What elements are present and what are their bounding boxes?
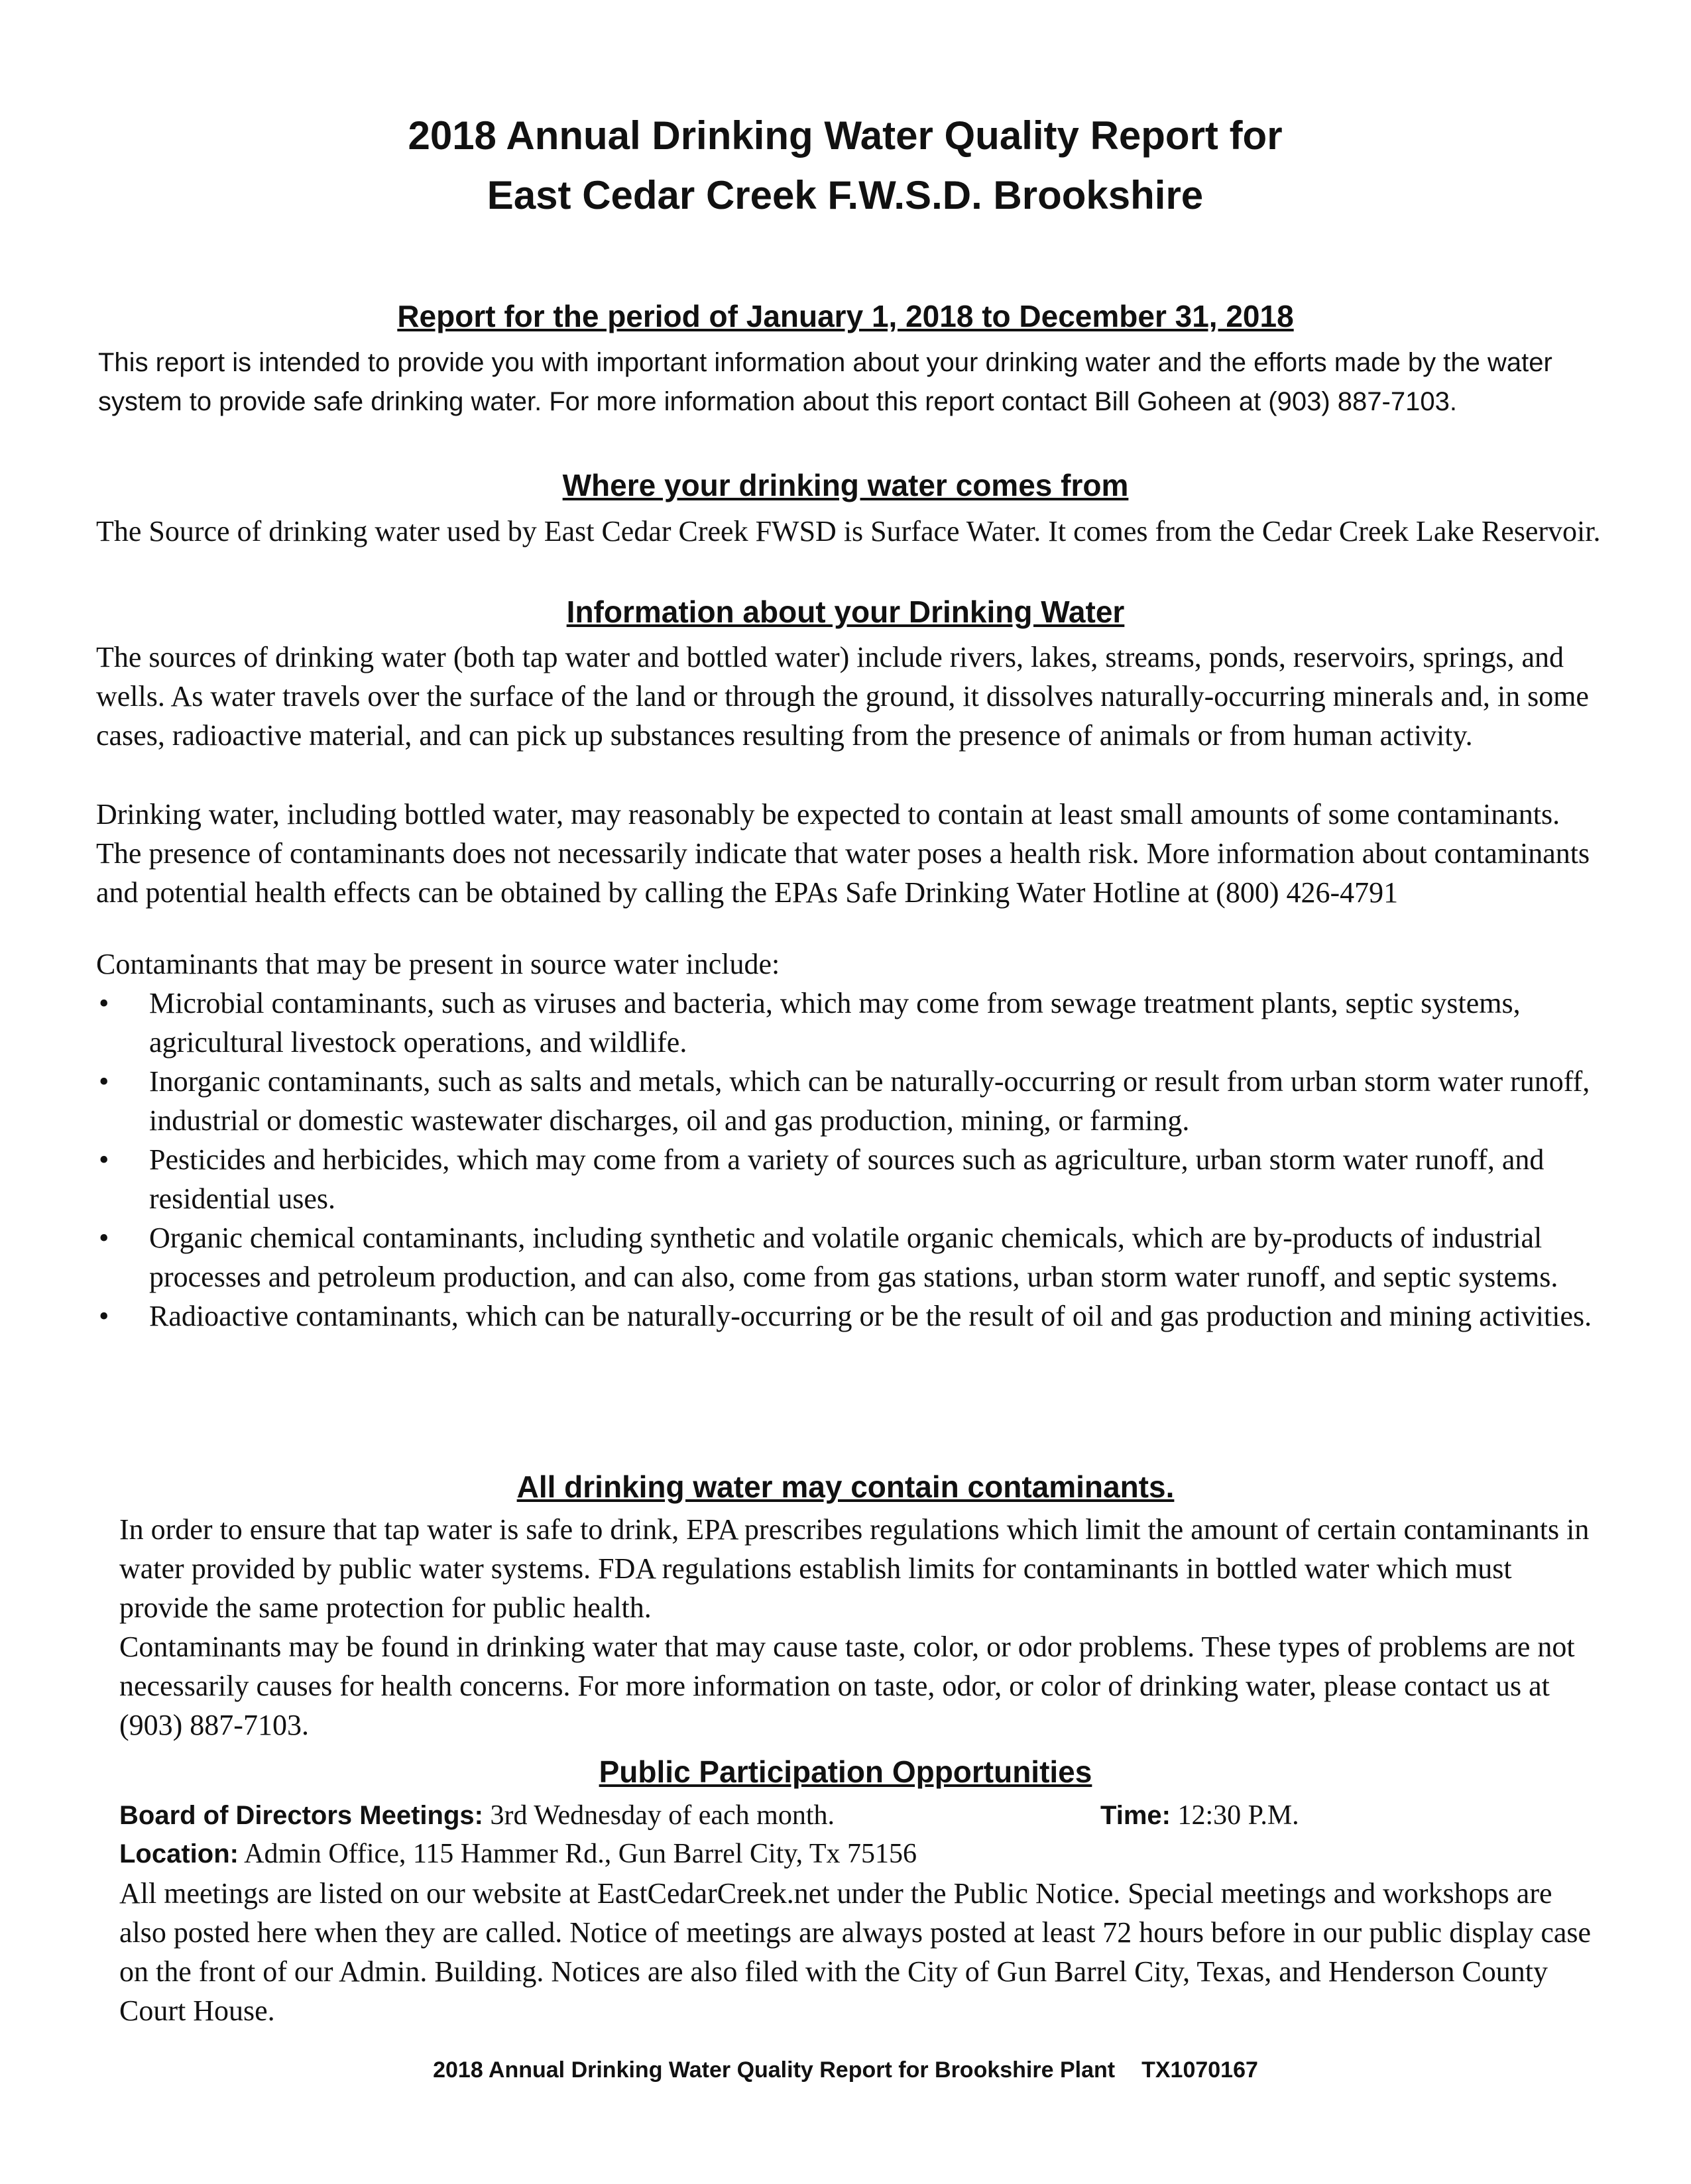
- time-value: 12:30 P.M.: [1170, 1800, 1299, 1831]
- footer-code: TX1070167: [1141, 2057, 1258, 2083]
- list-item-text: Radioactive contaminants, which can be naturally-occurring or be the result of oil and gas production and mining activities.: [149, 1300, 1592, 1332]
- location-label: Location:: [119, 1839, 239, 1868]
- list-item-text: Organic chemical contaminants, including synthetic and volatile organic chemicals, which are by-products of industrial processes and petroleum production, and can also, come from gas stations, urban storm water runoff, and septic systems.: [149, 1222, 1558, 1293]
- all-water-paragraph-2: Contaminants may be found in drinking water that may cause taste, color, or odor problems. These types of problems are not necessarily causes for health concerns. For more information on taste, odor, or color of drinking water, please contact us at (903) 887-7103.: [119, 1631, 1575, 1741]
- period-heading: Report for the period of January 1, 2018 to December 31, 2018: [397, 299, 1294, 333]
- location-row: [119, 1835, 1578, 1874]
- source-heading: Where your drinking water comes from: [562, 468, 1129, 502]
- page-title: [199, 106, 1491, 225]
- list-item-text: Inorganic contaminants, such as salts and metals, which can be naturally-occurring or result from urban storm water runoff, industrial or domestic wastewater discharges, oil and gas production, mining, or farming.: [149, 1065, 1590, 1137]
- list-item: [96, 1140, 1621, 1218]
- list-item-text: Microbial contaminants, such as viruses and bacteria, which may come from sewage treatment plants, septic systems, agricultural livestock operations, and wildlife.: [149, 987, 1521, 1059]
- bullet-icon: •: [99, 1300, 109, 1332]
- time-group: [1100, 1796, 1299, 1835]
- source-text: The Source of drinking water used by East Cedar Creek FWSD is Surface Water. It comes from the Cedar Creek Lake Reservoir.: [96, 515, 1601, 547]
- info-heading: Information about your Drinking Water: [566, 595, 1125, 629]
- meetings-value: 3rd Wednesday of each month.: [483, 1800, 835, 1831]
- bullet-icon: •: [99, 1065, 109, 1098]
- list-item: [96, 1062, 1621, 1140]
- page-footer: [0, 2053, 1691, 2087]
- list-item: [96, 1218, 1621, 1296]
- bullet-icon: •: [99, 1222, 109, 1254]
- list-item: [96, 984, 1621, 1062]
- title-line-1: 2018 Annual Drinking Water Quality Report for: [408, 113, 1283, 158]
- meetings-label: Board of Directors Meetings:: [119, 1801, 483, 1830]
- info-paragraph-3: Contaminants that may be present in source water include:: [96, 948, 780, 980]
- participation-text: All meetings are listed on our website at EastCedarCreek.net under the Public Notice. Special meetings and workshops are also posted here when they are called. Notice of meetings are always posted at least 72 hours before in our public display case on the front of our Admin. Building. Notices are also filed with the City of Gun Barrel City, Texas, and Henderson County Court House.: [119, 1877, 1592, 2027]
- period-text: This report is intended to provide you with important information about your drinking water and the efforts made by the water system to provide safe drinking water. For more information about this report contact Bill Goheen at (903) 887-7103.: [98, 348, 1552, 416]
- info-paragraph-1: The sources of drinking water (both tap water and bottled water) include rivers, lakes, streams, ponds, reservoirs, springs, and wells. As water travels over the surface of the land or through the ground, it dissolves naturally-occurring minerals and, in some cases, radioactive material, and can pick up substances resulting from the presence of animals or from human activity.: [96, 641, 1589, 752]
- list-item-text: Pesticides and herbicides, which may come from a variety of sources such as agriculture, urban storm water runoff, and residential uses.: [149, 1143, 1545, 1215]
- bullet-icon: •: [99, 987, 109, 1019]
- bullet-icon: •: [99, 1143, 109, 1176]
- all-water-paragraph-1: In order to ensure that tap water is safe to drink, EPA prescribes regulations which limit the amount of certain contaminants in water provided by public water systems. FDA regulations establish limits for contaminants in bottled water which must provide the same protection for public health.: [119, 1513, 1590, 1624]
- contaminant-list: [96, 984, 1621, 1336]
- meetings-row: [119, 1796, 1578, 1835]
- list-item: [96, 1296, 1621, 1336]
- footer-text: 2018 Annual Drinking Water Quality Report for Brookshire Plant: [433, 2057, 1116, 2083]
- location-value: Admin Office, 115 Hammer Rd., Gun Barrel City, Tx 75156: [238, 1839, 917, 1869]
- title-line-2: East Cedar Creek F.W.S.D. Brookshire: [487, 173, 1204, 217]
- time-label: Time:: [1100, 1801, 1171, 1830]
- info-paragraph-2: Drinking water, including bottled water, may reasonably be expected to contain at least small amounts of some contaminants. The presence of contaminants does not necessarily indicate that water poses a health risk. More information about contaminants and potential health effects can be obtained by calling the EPAs Safe Drinking Water Hotline at (800) 426-4791: [96, 798, 1590, 909]
- all-water-heading: All drinking water may contain contaminants.: [516, 1469, 1175, 1504]
- participation-heading: Public Participation Opportunities: [599, 1754, 1092, 1789]
